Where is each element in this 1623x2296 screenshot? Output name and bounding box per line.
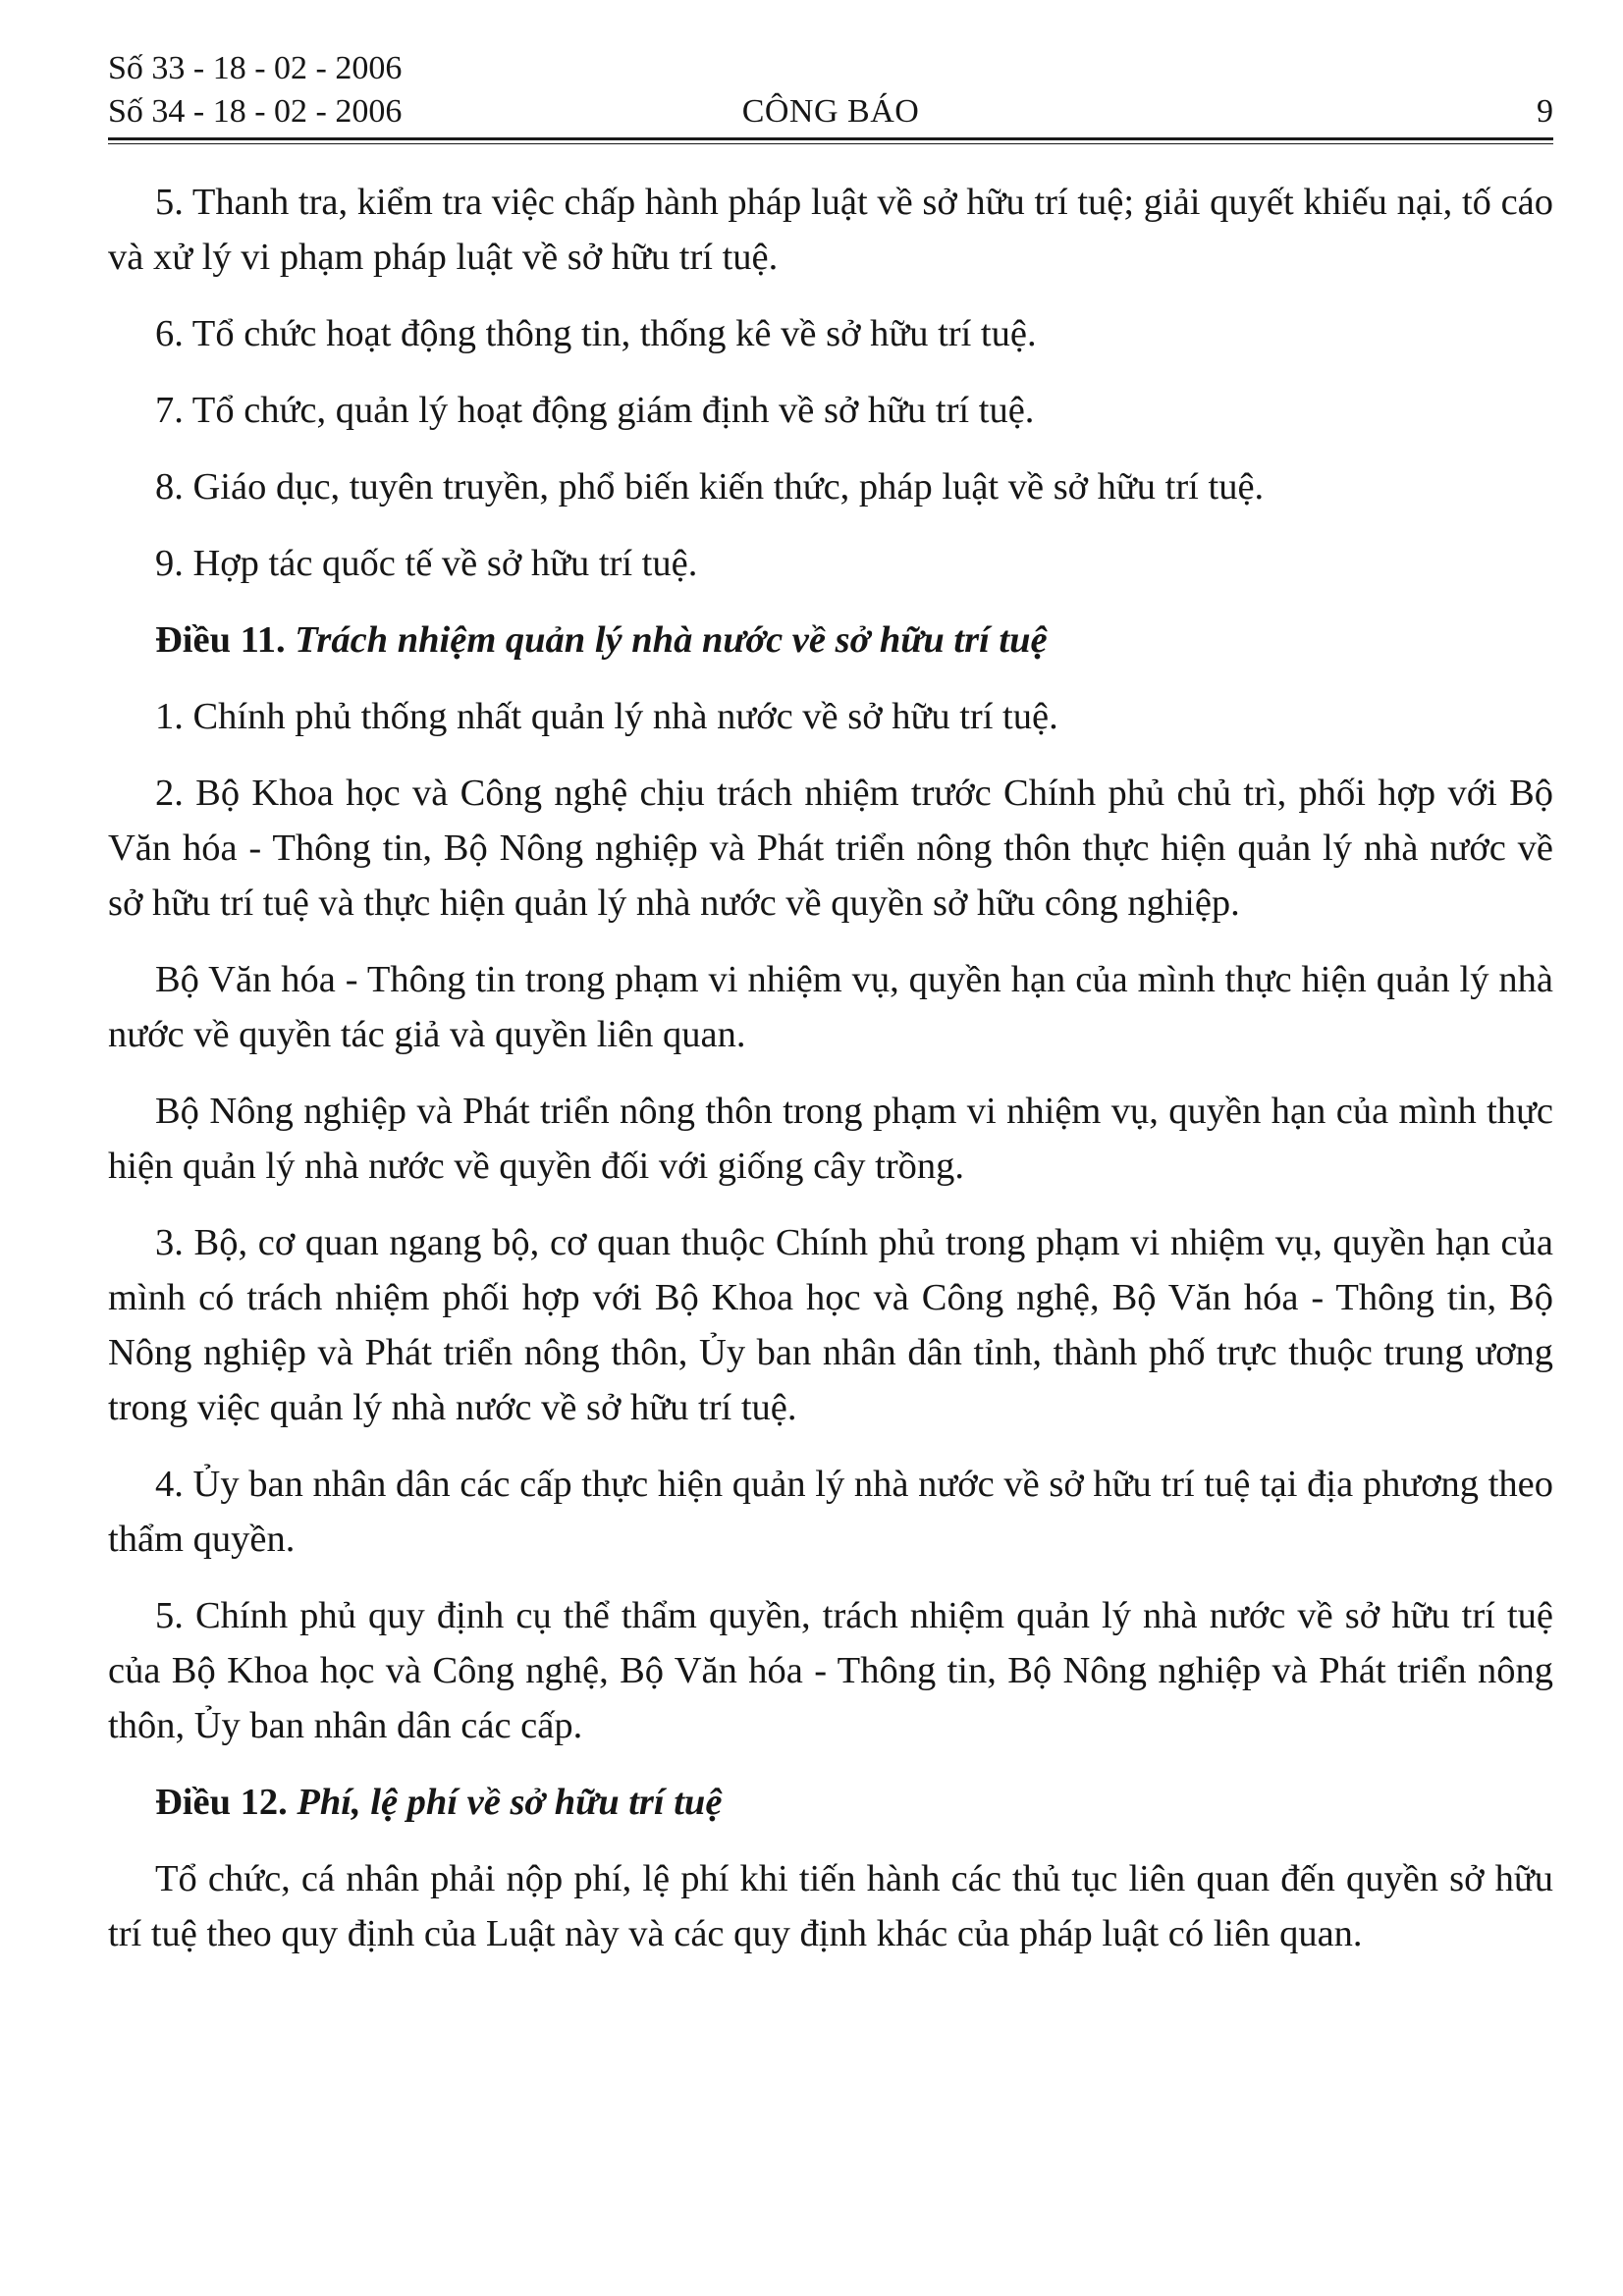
article-11-clause-2-agriculture: Bộ Nông nghiệp và Phát triển nông thôn trong phạm vi nhiệm vụ, quyền hạn của mình thực hiện quản lý nhà nước về quyền đối với giống cây trồng. xyxy=(108,1091,1553,1187)
article-11-clause-5: 5. Chính phủ quy định cụ thể thẩm quyền, trách nhiệm quản lý nhà nước về sở hữu trí tuệ của Bộ Khoa học và Công nghệ, Bộ Văn hóa - Thông tin, Bộ Nông nghiệp và Phát triển nông thôn, Ủy ban nhân dân các cấp. xyxy=(108,1595,1553,1746)
article-12-title: Phí, lệ phí về sở hữu trí tuệ xyxy=(297,1782,723,1823)
article-11-label: Điều 11. xyxy=(155,619,286,661)
issue-number-33: Số 33 - 18 - 02 - 2006 xyxy=(108,50,403,86)
article-11-title: Trách nhiệm quản lý nhà nước về sở hữu trí tuệ xyxy=(295,619,1048,661)
gazette-title: CÔNG BÁO xyxy=(741,93,920,130)
clause-5-inspection: 5. Thanh tra, kiểm tra việc chấp hành pháp luật về sở hữu trí tuệ; giải quyết khiếu nại, tố cáo và xử lý vi phạm pháp luật về sở hữu trí tuệ. xyxy=(108,182,1553,278)
article-11-clause-4: 4. Ủy ban nhân dân các cấp thực hiện quản lý nhà nước về sở hữu trí tuệ tại địa phương theo thẩm quyền. xyxy=(108,1464,1553,1560)
article-12-body: Tổ chức, cá nhân phải nộp phí, lệ phí khi tiến hành các thủ tục liên quan đến quyền sở hữu trí tuệ theo quy định của Luật này và các quy định khác của pháp luật có liên quan. xyxy=(108,1858,1553,1954)
article-12-label: Điều 12. xyxy=(155,1782,288,1823)
header-rule-thin xyxy=(108,143,1553,144)
article-12-heading xyxy=(108,1775,1553,1830)
article-11-clause-3: 3. Bộ, cơ quan ngang bộ, cơ quan thuộc Chính phủ trong phạm vi nhiệm vụ, quyền hạn của mình có trách nhiệm phối hợp với Bộ Khoa học và Công nghệ, Bộ Văn hóa - Thông tin, Bộ Nông nghiệp và Phát triển nông thôn, Ủy ban nhân dân tỉnh, thành phố trực thuộc trung ương trong việc quản lý nhà nước về sở hữu trí tuệ. xyxy=(108,1222,1553,1428)
header-rule-thick xyxy=(108,137,1553,140)
page-number: 9 xyxy=(1537,93,1553,130)
article-11-clause-2: 2. Bộ Khoa học và Công nghệ chịu trách nhiệm trước Chính phủ chủ trì, phối hợp với Bộ Văn hóa - Thông tin, Bộ Nông nghiệp và Phát triển nông thôn thực hiện quản lý nhà nước về sở hữu trí tuệ và thực hiện quản lý nhà nước về quyền sở hữu công nghiệp. xyxy=(108,773,1553,924)
clause-9-cooperation: 9. Hợp tác quốc tế về sở hữu trí tuệ. xyxy=(155,543,698,584)
clause-7-assessment: 7. Tổ chức, quản lý hoạt động giám định về sở hữu trí tuệ. xyxy=(155,390,1035,431)
clause-6-information: 6. Tổ chức hoạt động thông tin, thống kê về sở hữu trí tuệ. xyxy=(155,313,1037,354)
article-11-heading xyxy=(108,613,1553,667)
document-body xyxy=(108,175,1553,1983)
page-header xyxy=(108,43,1553,133)
article-11-clause-2-culture: Bộ Văn hóa - Thông tin trong phạm vi nhiệm vụ, quyền hạn của mình thực hiện quản lý nhà nước về quyền tác giả và quyền liên quan. xyxy=(108,959,1553,1055)
article-11-clause-1: 1. Chính phủ thống nhất quản lý nhà nước về sở hữu trí tuệ. xyxy=(155,696,1058,737)
clause-8-education: 8. Giáo dục, tuyên truyền, phổ biến kiến thức, pháp luật về sở hữu trí tuệ. xyxy=(155,466,1265,507)
issue-number-34: Số 34 - 18 - 02 - 2006 xyxy=(108,93,403,130)
